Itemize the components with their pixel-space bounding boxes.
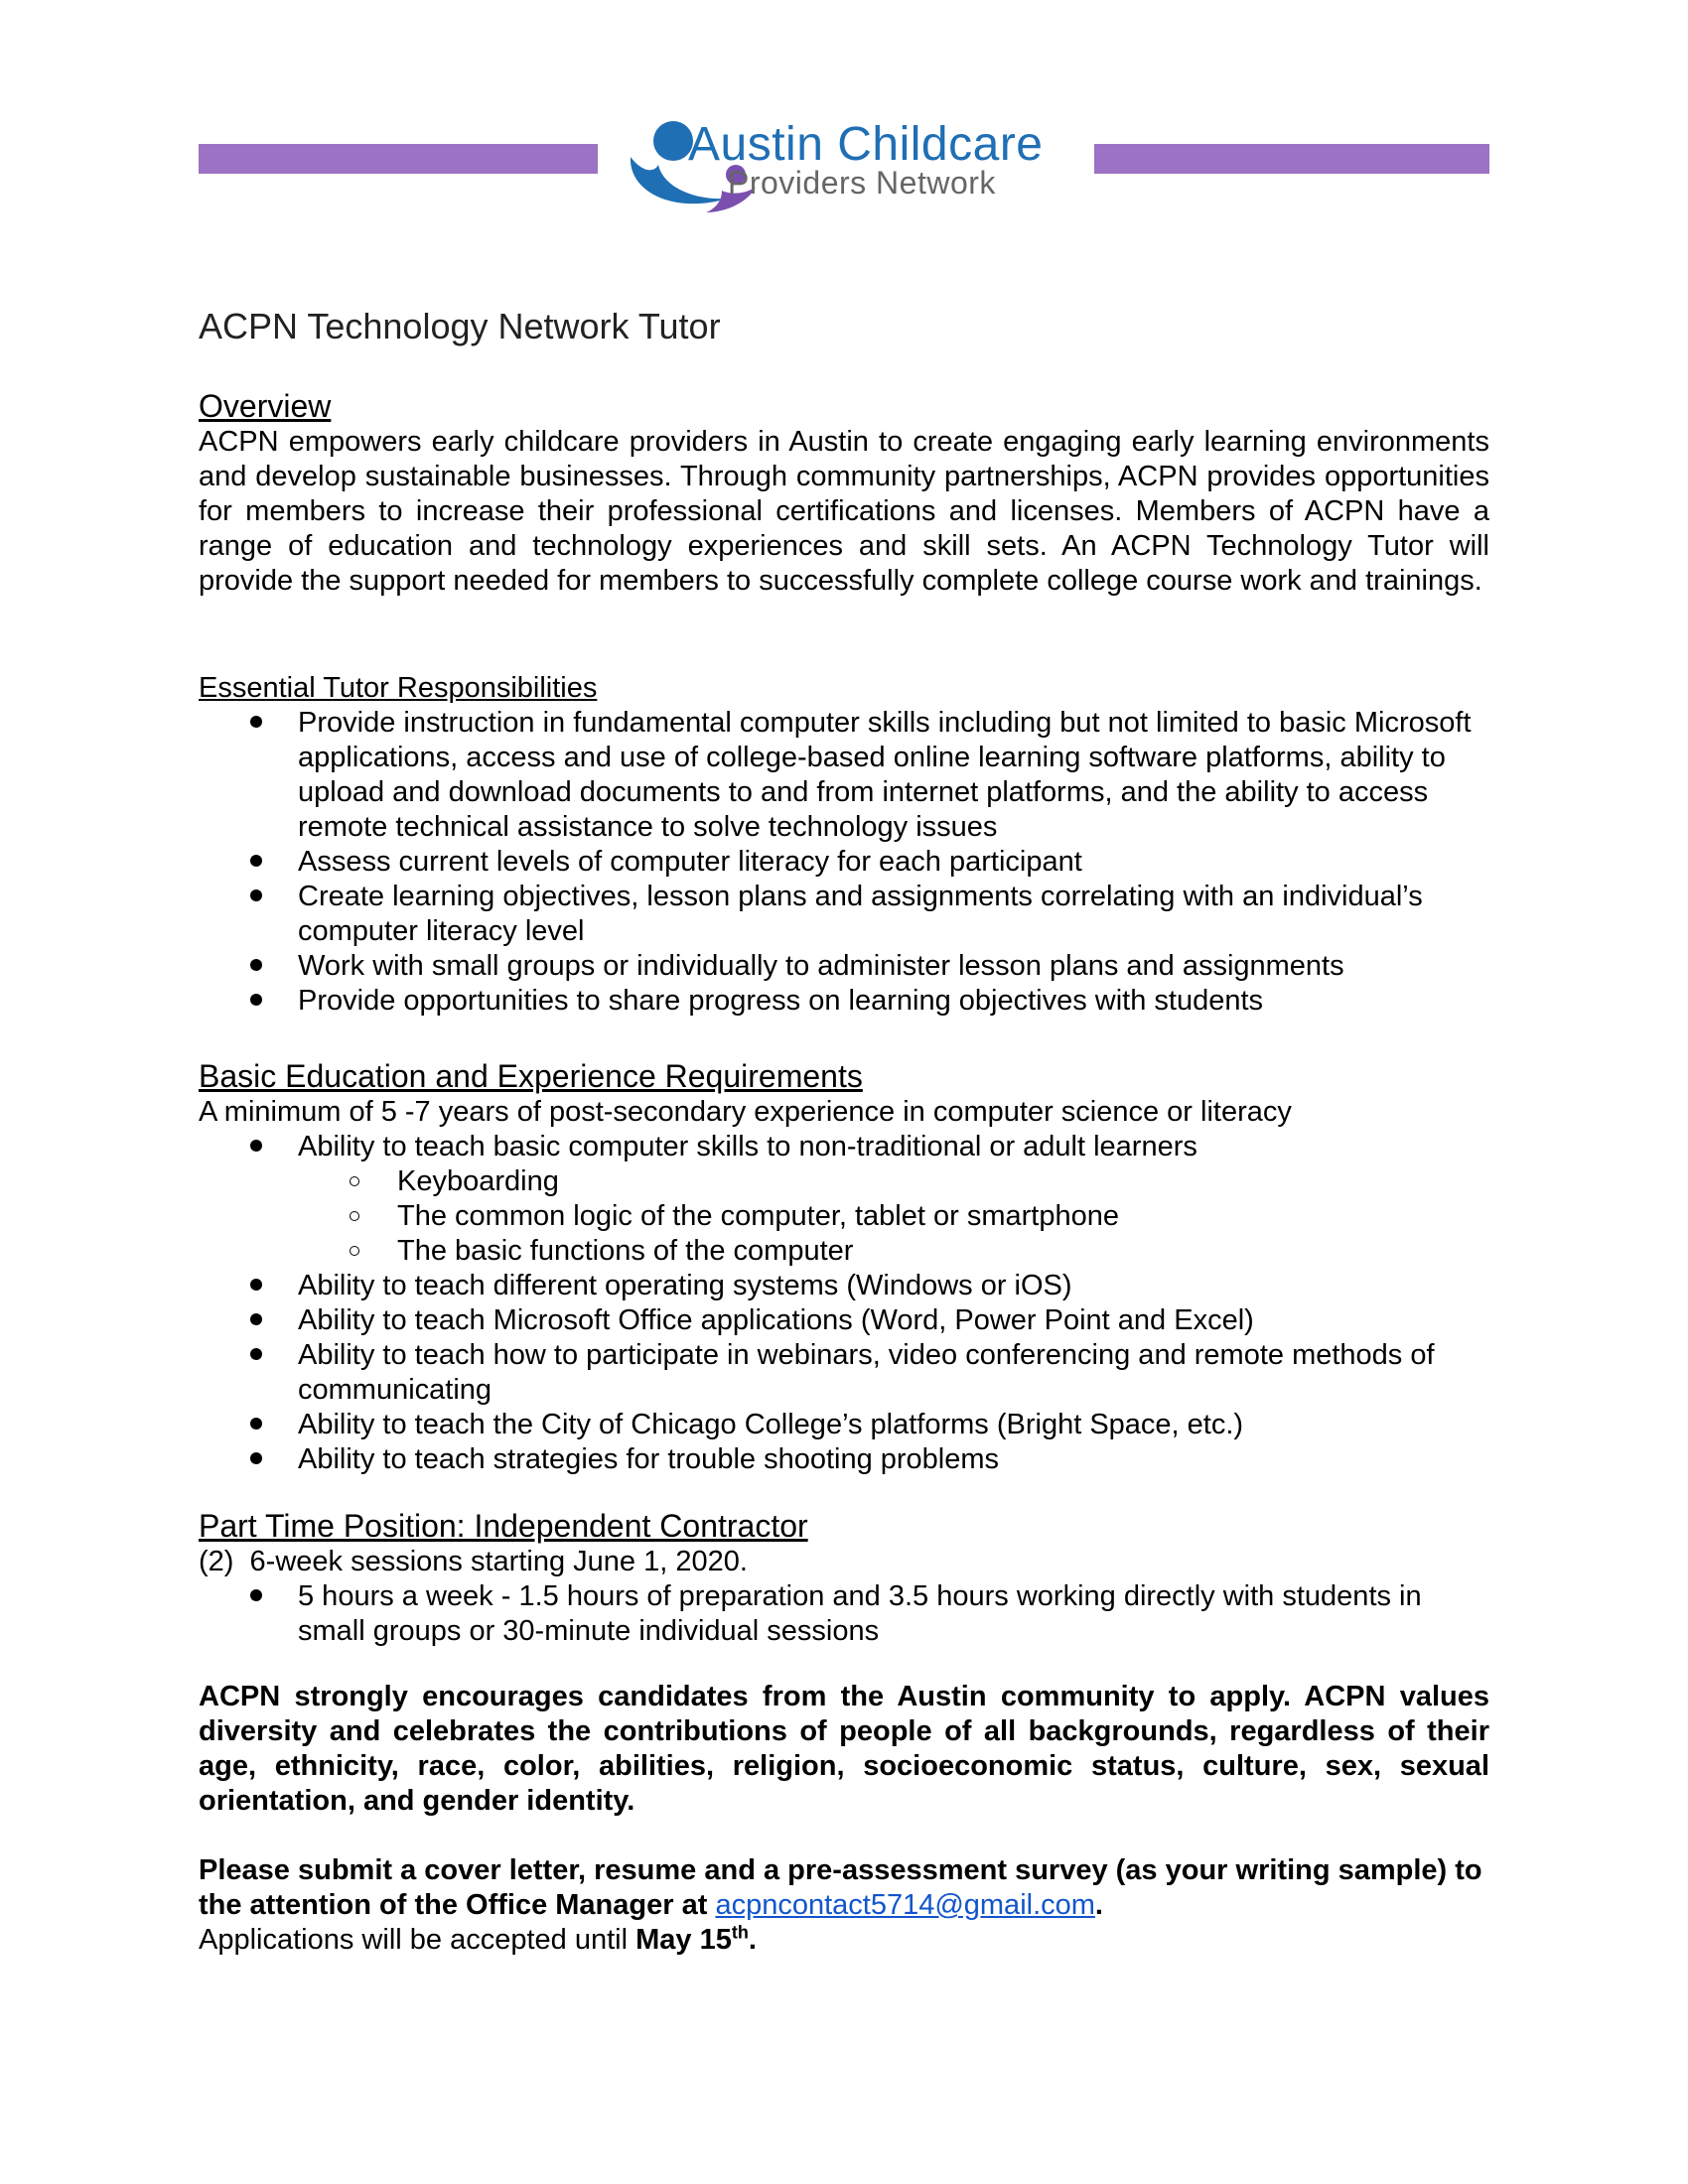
bullet-icon [250,1452,262,1464]
overview-section [199,387,1489,599]
list-item [199,949,1489,984]
list-item [199,1338,1489,1408]
deadline-date: May 15 [635,1924,732,1956]
list-item [199,880,1489,949]
sub-list-item [298,1164,1489,1199]
sub-list-item [298,1199,1489,1234]
list-item [199,706,1489,845]
bullet-icon [250,855,262,867]
overview-text: ACPN empowers early childcare providers in Austin to create engaging early learning environments and develop sustainable businesses. Through community partnerships, ACPN provides opportunities for members to increase their professional certifications and licenses. Members of ACPN have a range of education and technology experiences and skill sets. An ACPN Technology Tutor will provide the support needed for members to successfully complete college course work and trainings. [199,426,1489,597]
apply-text: Please submit a cover letter, resume and a pre-assessment survey (as your writing sample) to the attention of the Office Manager at [199,1854,1482,1921]
list-item-text: 5 hours a week - 1.5 hours of preparation and 3.5 hours working directly with students in small groups or 30-minute individual sessions [298,1580,1422,1647]
list-item-text: Ability to teach different operating systems (Windows or iOS) [298,1270,1072,1301]
deadline-end: . [748,1924,757,1956]
page-title: ACPN Technology Network Tutor [199,306,721,346]
deadline-text: Applications will be accepted until [199,1924,636,1956]
list-item [199,1303,1489,1338]
list-item [199,845,1489,880]
sub-list-item-text: The basic functions of the computer [397,1235,854,1267]
header [199,117,1489,216]
list-item-text: Assess current levels of computer literacy for each participant [298,846,1082,878]
list-item-text: Ability to teach Microsoft Office applications (Word, Power Point and Excel) [298,1304,1254,1336]
bullet-icon [250,1348,262,1360]
apply-deadline [199,1923,1489,1958]
email-link[interactable]: acpncontact5714@gmail.com [715,1889,1095,1921]
hollow-bullet-icon [350,1246,359,1256]
requirements-section [199,1057,1489,1477]
apply-section [199,1853,1489,1958]
list-item [199,1130,1489,1269]
bullet-icon [250,1418,262,1430]
position-section [199,1507,1489,1649]
bullet-icon [250,1140,262,1152]
position-list [199,1579,1489,1649]
requirements-sublist [298,1164,1489,1269]
logo [601,117,1091,216]
responsibilities-heading: Essential Tutor Responsibilities [199,672,598,704]
list-item [199,1442,1489,1477]
requirements-intro: A minimum of 5 -7 years of post-secondary experience in computer science or literacy [199,1096,1292,1128]
sub-list-item [298,1234,1489,1269]
position-sessions: (2) 6-week sessions starting June 1, 2020. [199,1546,748,1577]
list-item-text: Work with small groups or individually to administer lesson plans and assignments [298,950,1344,982]
bullet-icon [250,889,262,901]
diversity-section [199,1680,1489,1819]
header-bar-right [1094,144,1489,174]
logo-subtitle: Providers Network [728,165,996,201]
diversity-statement: ACPN strongly encourages candidates from the Austin community to apply. ACPN values diversity and celebrates the contributions of people of all backgrounds, regardless of their age, ethnicity, race, color, abilities, religion, socioeconomic status, culture, sex, sexual orientation, and gender identity. [199,1681,1489,1817]
responsibilities-list [199,706,1489,1019]
list-item-text: Ability to teach strategies for trouble shooting problems [298,1443,1000,1475]
apply-period: . [1094,1889,1103,1921]
list-item-text: Provide instruction in fundamental computer skills including but not limited to basic Microsoft applications, access and use of college-based online learning software platforms, ability to upload and download documents to and from internet platforms, and the ability to access remote technical assistance to solve technology issues [298,707,1472,843]
requirements-heading: Basic Education and Experience Requirements [199,1058,863,1094]
position-heading: Part Time Position: Independent Contractor [199,1508,808,1544]
list-item [199,984,1489,1019]
list-item-text: Ability to teach the City of Chicago College’s platforms (Bright Space, etc.) [298,1409,1244,1440]
deadline-suffix: th [731,1922,749,1943]
apply-instructions [199,1853,1489,1923]
hollow-bullet-icon [350,1176,359,1186]
sub-list-item-text: Keyboarding [397,1165,559,1197]
list-item-text: Create learning objectives, lesson plans and assignments correlating with an individual’s computer literacy level [298,881,1423,947]
list-item [199,1579,1489,1649]
bullet-icon [250,1313,262,1325]
bullet-icon [250,1589,262,1601]
logo-title: Austin Childcare [688,118,1044,171]
bullet-icon [250,959,262,971]
bullet-icon [250,716,262,728]
overview-heading: Overview [199,388,332,424]
list-item [199,1408,1489,1442]
list-item [199,1269,1489,1303]
list-item-text: Ability to teach basic computer skills to non-traditional or adult learners [298,1131,1197,1162]
list-item-text: Ability to teach how to participate in webinars, video conferencing and remote methods of communicating [298,1339,1435,1406]
responsibilities-section [199,671,1489,1019]
requirements-list [199,1130,1489,1477]
bullet-icon [250,1279,262,1291]
sub-list-item-text: The common logic of the computer, tablet or smartphone [397,1200,1119,1232]
bullet-icon [250,994,262,1006]
header-bar-left [199,144,598,174]
hollow-bullet-icon [350,1211,359,1221]
list-item-text: Provide opportunities to share progress on learning objectives with students [298,985,1264,1017]
